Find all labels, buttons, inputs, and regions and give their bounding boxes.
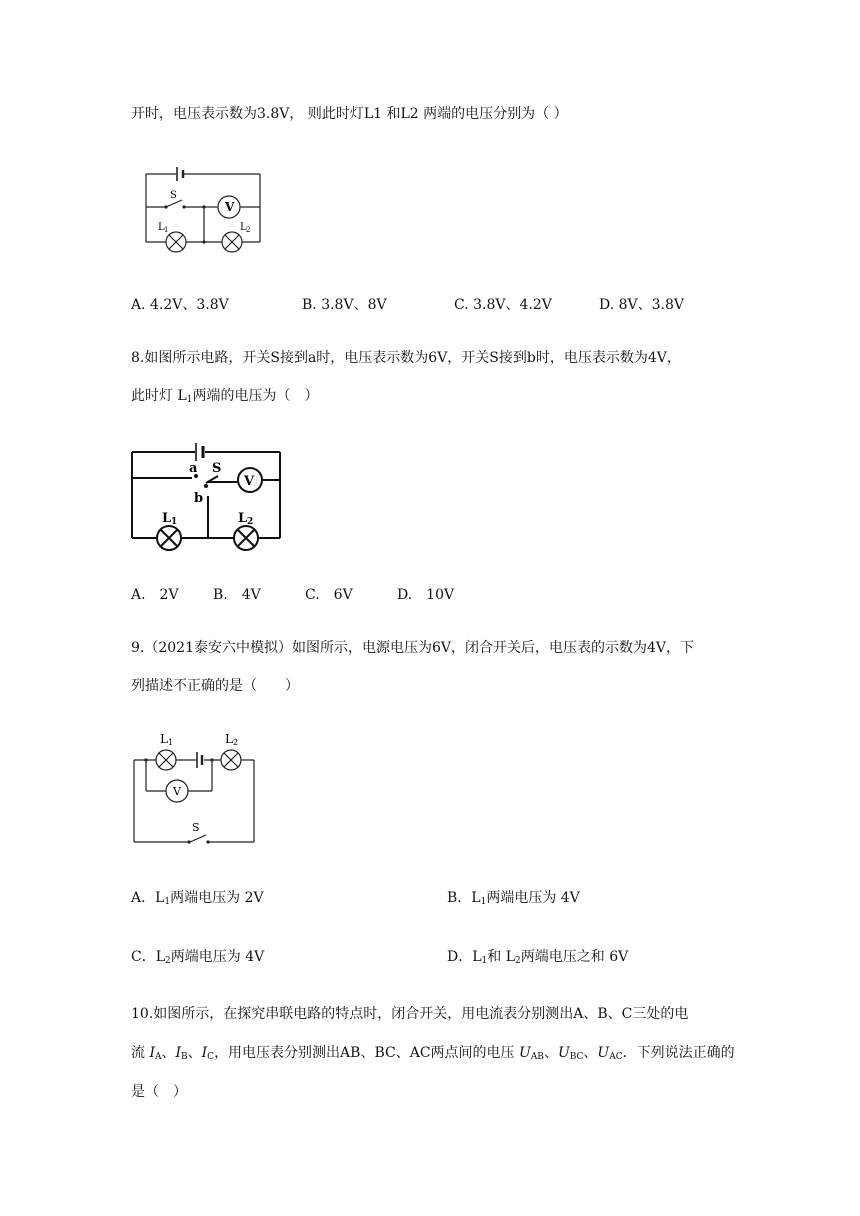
q8-option-c: C. 6V [305,587,353,603]
q8-option-b: B. 4V [213,587,261,603]
q7-l1-sub: 1 [164,226,169,234]
q9-stem-line1: 9.（2021泰安六中模拟）如图所示，电源电压为6V，闭合开关后，电压表的示数为4V，下 [131,640,695,656]
q7-voltmeter-label: V [225,200,235,214]
q8-circuit-diagram [130,440,285,555]
q8-l1-label: L [162,511,172,526]
q8-stem-line1: 8.如图所示电路，开关S接到a时，电压表示数为6V，开关S接到b时，电压表示数为4V， [131,350,681,366]
q8-l1-sub: 1 [171,517,178,527]
q7-l2-label: L [240,222,247,233]
q7-option-a: A. 4.2V、3.8V [131,297,229,313]
q8-l2-label: L [238,511,248,526]
q9-switch-label: S [192,821,200,834]
q8-voltmeter-label: V [244,474,255,489]
q7-circuit-diagram [140,160,270,260]
q7-option-c: C. 3.8V、4.2V [454,297,552,313]
q10-stem-line1: 10.如图所示，在探究串联电路的特点时，闭合开关，用电流表分别测出A、B、C三处的电 [131,1006,689,1022]
q7-option-d: D. 8V、3.8V [599,297,685,313]
q7-switch-label: S [170,190,177,201]
q9-l2-label: L [225,732,233,746]
q9-option-d: D．$L_1$和 $L_2$两端电压之和 6V [447,949,629,966]
q9-option-a: A．$L_1$两端电压为 2V [131,890,264,907]
q9-voltmeter-label: V [173,785,181,798]
q8-switch-label: S [212,461,222,476]
q8-option-a: A. 2V [131,587,179,603]
q9-stem-line2: 列描述不正确的是（ ） [131,678,299,694]
q7-stem-tail: 开时，电压表示数为3.8V， 则此时灯L1 和L2 两端的电压分别为（ ） [131,106,568,122]
q9-l1-label: L [160,732,168,746]
q10-stem-line2: 流 $I_A$、$I_B$、$I_C$，用电压表分别测出AB、BC、AC两点间的电压 $U_{AB}$、$U_{BC}$、$U_{AC}$．下列说法正确的 [131,1045,735,1062]
q9-option-b: B．$L_1$两端电压为 4V [447,890,580,907]
q8-stem-line2: 此时灯 $L_1$两端的电压为（ ） [131,388,319,405]
q7-l1-label: L [158,222,165,233]
q8-contact-b-label: b [194,491,204,506]
q9-l2-sub: 2 [233,738,239,747]
q7-l2-sub: 2 [246,226,251,234]
q8-contact-a-label: a [189,461,198,476]
q9-l1-sub: 1 [168,738,174,747]
q7-option-b: B. 3.8V、8V [302,297,387,313]
q10-stem-line3: 是（ ） [131,1084,187,1100]
q9-option-c: C．$L_2$两端电压为 4V [131,949,265,966]
q8-l2-sub: 2 [247,517,254,527]
q9-circuit-diagram [130,727,260,847]
q8-option-d: D. 10V [397,587,455,603]
